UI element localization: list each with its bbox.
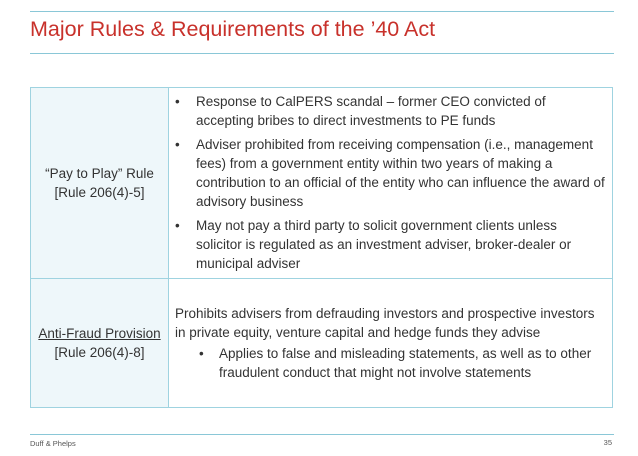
footer-divider	[30, 434, 614, 435]
rule-description-cell	[169, 88, 613, 279]
rule-name: “Pay to Play” Rule	[45, 166, 154, 181]
slide-title: Major Rules & Requirements of the ’40 Act	[30, 17, 436, 41]
rule-citation: [Rule 206(4)-5]	[54, 185, 145, 200]
bullet-icon: •	[175, 137, 180, 152]
rule-paragraph: Prohibits advisers from defrauding investors and prospective investors in private equity, venture capital and hedge funds they advise	[175, 306, 595, 340]
rule-label-cell	[31, 279, 169, 408]
rule-citation: [Rule 206(4)-8]	[54, 345, 145, 360]
rule-label-cell	[31, 88, 169, 279]
anti-fraud-link[interactable]: Anti-Fraud Provision	[38, 326, 161, 341]
bullet-text: Adviser prohibited from receiving compensation (i.e., management fees) from a government entity within two years of making a contribution to an official of the entity who can influence the award of advisory business	[196, 137, 605, 209]
bullet-icon: •	[175, 94, 180, 109]
title-divider	[30, 53, 614, 54]
page-number: 35	[603, 438, 612, 447]
list-item	[175, 92, 606, 130]
list-item	[169, 344, 606, 382]
footer-company: Duff & Phelps	[30, 439, 76, 448]
table-row	[31, 279, 613, 408]
sub-bullet-list	[169, 344, 612, 382]
bullet-text: Applies to false and misleading statements, as well as to other fraudulent conduct that might not involve statements	[219, 346, 592, 380]
bullet-list	[169, 92, 612, 273]
bullet-text: May not pay a third party to solicit government clients unless solicitor is regulated as an investment adviser, broker-dealer or municipal adviser	[196, 218, 572, 271]
bullet-text: Response to CalPERS scandal – former CEO convicted of accepting bribes to direct investments to PE funds	[196, 94, 546, 128]
bullet-icon: •	[199, 346, 204, 361]
top-divider	[30, 11, 614, 12]
bullet-icon: •	[175, 218, 180, 233]
rules-table	[30, 87, 613, 408]
list-item	[175, 216, 606, 273]
table-row	[31, 88, 613, 279]
rule-description-cell	[169, 279, 613, 408]
list-item	[175, 135, 606, 211]
